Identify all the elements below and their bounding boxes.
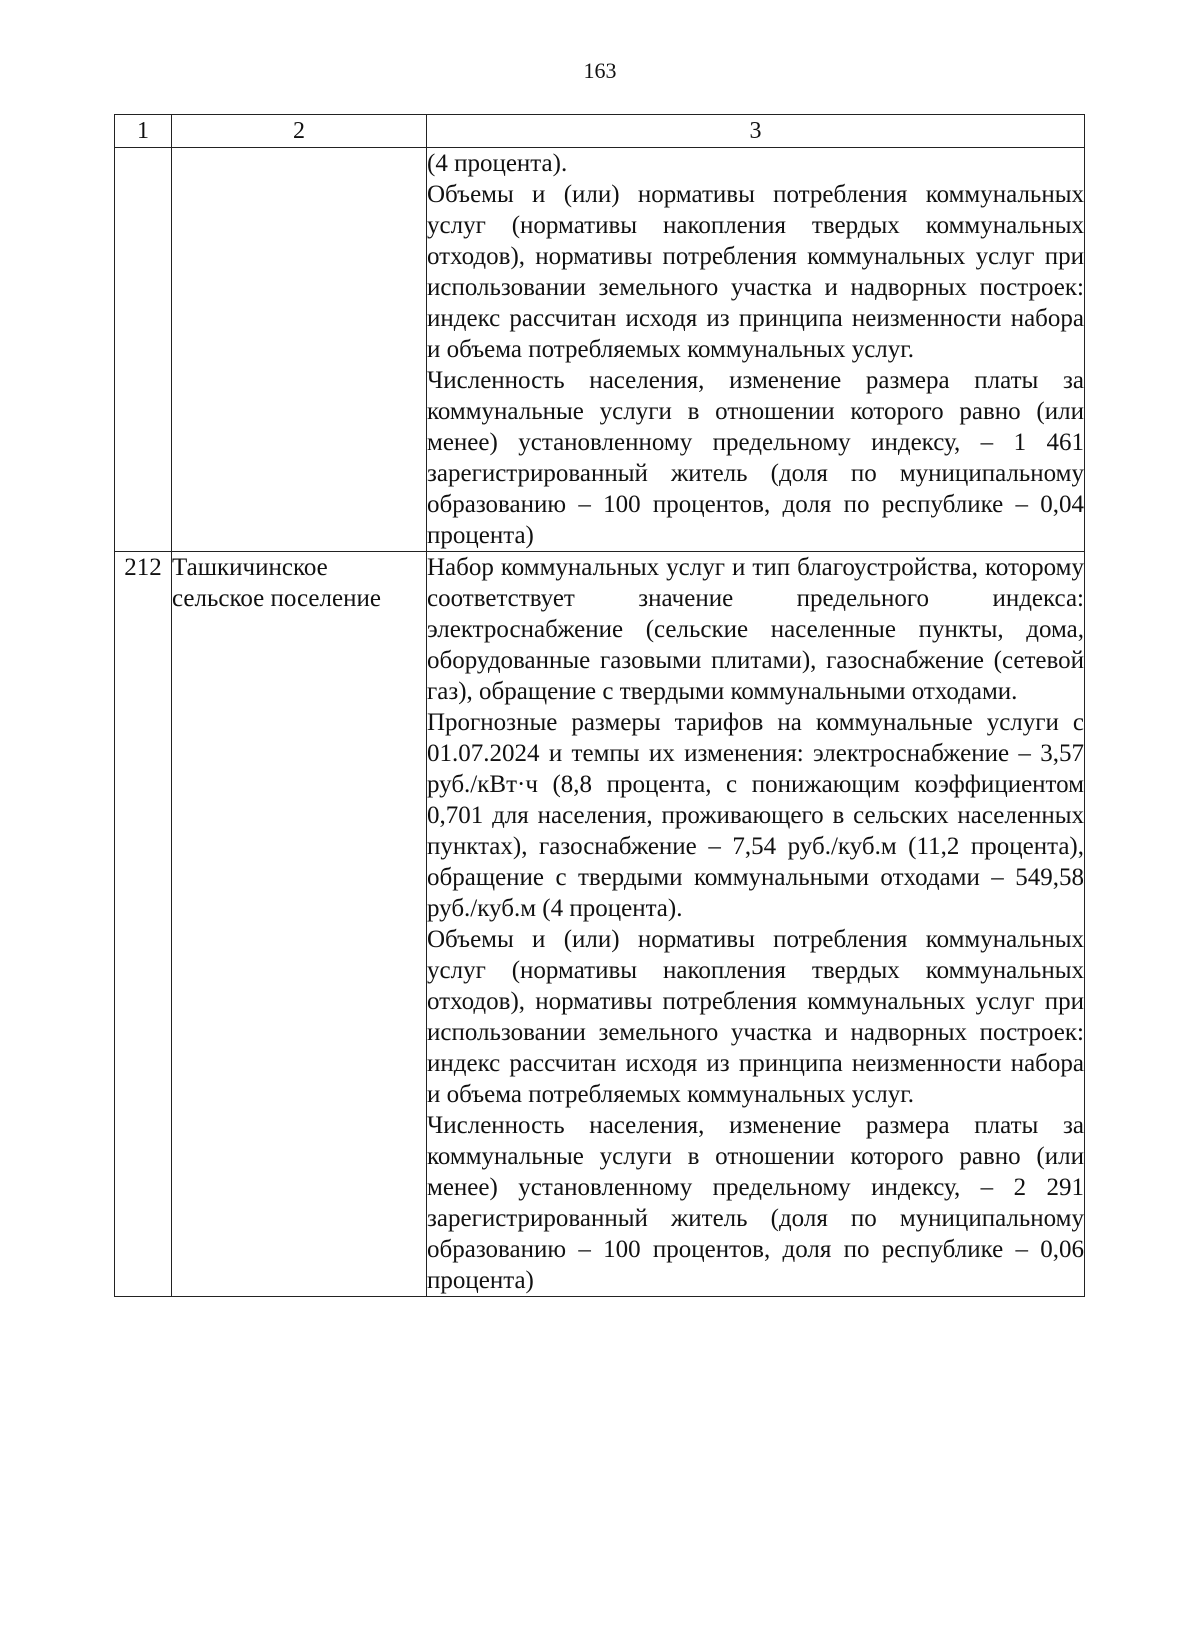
column-header-3: 3 <box>427 115 1085 148</box>
paragraph: Численность населения, изменение размера платы за коммунальные услуги в отношении которого равно (или менее) установленному предельному индексу, – 2 291 зарегистрированный житель (доля по муниципальному образованию – 100 процентов, доля по республике – 0,06 процента) <box>427 1112 1084 1294</box>
municipality-name: Ташкичинское сельское поселение <box>172 552 427 1297</box>
paragraph: Объемы и (или) нормативы потребления коммунальных услуг (нормативы накопления твердых коммунальных отходов), нормативы потребления коммунальных услуг при использовании земельного участка и надворных построек: индекс рассчитан исходя из принципа неизменности набора и объема потребляемых коммунальных услуг. <box>427 181 1084 363</box>
page-number: 163 <box>583 58 617 83</box>
row-description <box>427 552 1085 1297</box>
column-header-1: 1 <box>115 115 172 148</box>
row-description <box>427 148 1085 552</box>
municipality-name <box>172 148 427 552</box>
paragraph: Численность населения, изменение размера платы за коммунальные услуги в отношении которого равно (или менее) установленному предельному индексу, – 1 461 зарегистрированный житель (доля по муниципальному образованию – 100 процентов, доля по республике – 0,04 процента) <box>427 367 1084 549</box>
paragraph: Прогнозные размеры тарифов на коммунальные услуги с 01.07.2024 и темпы их изменения: электроснабжение – 3,57 руб./кВт·ч (8,8 процента, с понижающим коэффициентом 0,701 для населения, проживающего в сельских населенных пунктах), газоснабжение – 7,54 руб./куб.м (11,2 процента), обращение с твердыми коммунальными отходами – 549,58 руб./куб.м (4 процента). <box>427 709 1084 922</box>
table-row <box>115 148 1085 552</box>
table-row <box>115 552 1085 1297</box>
column-header-2: 2 <box>172 115 427 148</box>
tariff-table <box>114 114 1085 1297</box>
row-number: 212 <box>115 552 172 1297</box>
paragraph: Набор коммунальных услуг и тип благоустройства, которому соответствует значение предельного индекса: электроснабжение (сельские населенные пункты, дома, оборудованные газовыми плитами), газоснабжение (сетевой газ), обращение с твердыми коммунальными отходами. <box>427 554 1084 705</box>
row-number <box>115 148 172 552</box>
paragraph: Объемы и (или) нормативы потребления коммунальных услуг (нормативы накопления твердых коммунальных отходов), нормативы потребления коммунальных услуг при использовании земельного участка и надворных построек: индекс рассчитан исходя из принципа неизменности набора и объема потребляемых коммунальных услуг. <box>427 926 1084 1108</box>
paragraph: (4 процента). <box>427 150 568 177</box>
table-header-row <box>115 115 1085 148</box>
